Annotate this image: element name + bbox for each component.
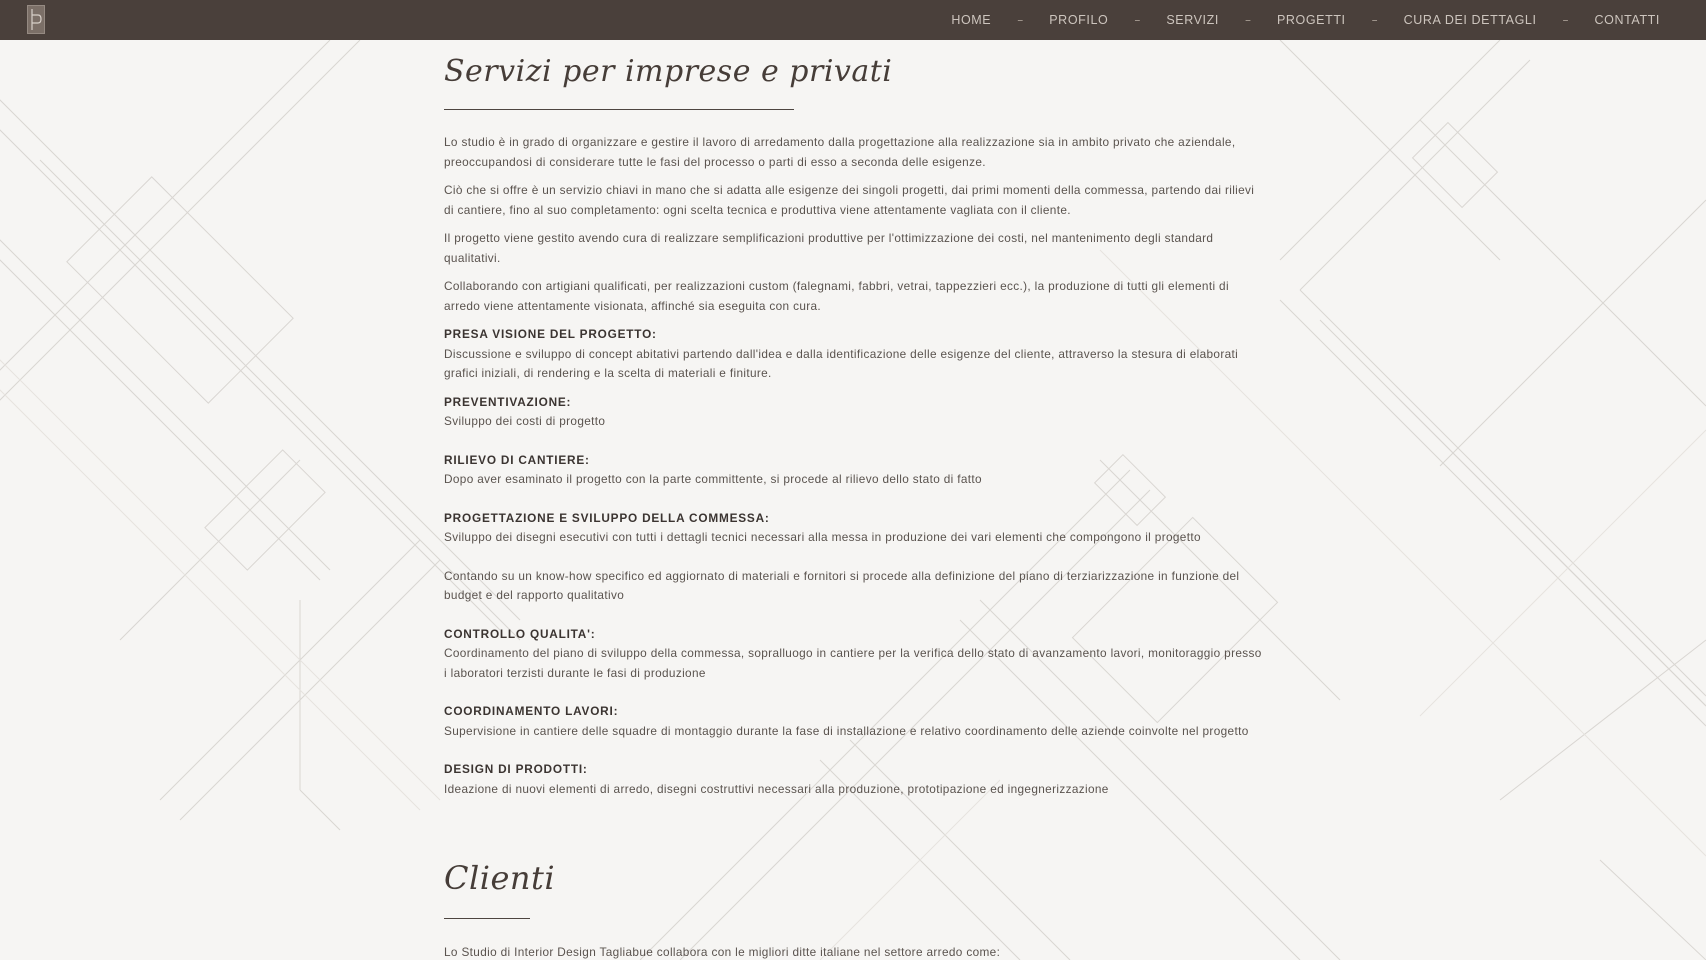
services-title: Servizi per imprese e privati	[444, 54, 893, 89]
nav-profilo[interactable]: PROFILO	[1049, 13, 1109, 27]
clients-title-underline	[444, 918, 530, 919]
service-label: DESIGN DI PRODOTTI:	[444, 762, 588, 776]
service-text: Discussione e sviluppo di concept abitativi partendo dall'idea e dalla identificazione delle esigenze del cliente, attraverso la stesura di elaborati grafici iniziali, di rendering e la scelta di materiali e finiture.	[444, 346, 1239, 380]
service-text: Sviluppo dei disegni esecutivi con tutti i dettagli tecnici necessari alla messa in produzione dei vari elementi che compongono il progetto	[444, 530, 1201, 544]
clients-intro: Lo Studio di Interior Design Tagliabue collabora con le migliori ditte italiane nel settore arredo come:	[444, 945, 1001, 959]
service-label: CONTROLLO QUALITA':	[444, 626, 596, 641]
service-item	[444, 702, 1264, 741]
turnkey-paragraph: Ciò che si offre è un servizio chiavi in mano che si adatta alle esigenze dei singoli progetti, dai primi momenti della commessa, partendo dai rilievi di cantiere, fino al suo completamento: ogni scelta tecnica e produttiva viene attentamente vagliata con il cliente.	[444, 183, 1255, 217]
nav-cura-dei-dettagli[interactable]: CURA DEI DETTAGLI	[1403, 13, 1537, 27]
service-label: RILIEVO DI CANTIERE:	[444, 452, 590, 467]
artisans-paragraph: Collaborando con artigiani qualificati, per realizzazioni custom (falegnami, fabbri, vetrai, tappezzieri ecc.), la produzione di tutti gli elementi di arredo viene attentamente visionata, affinché sia eseguita con cura.	[444, 279, 1229, 313]
services-body	[444, 133, 1264, 818]
nav-progetti[interactable]: PROGETTI	[1276, 13, 1346, 27]
service-text: Ideazione di nuovi elementi di arredo, disegni costruttivi necessari alla produzione, prototipazione ed ingegnerizzazione	[444, 781, 1109, 796]
intro-paragraph: Lo studio è in grado di organizzare e gestire il lavoro di arredamento dalla progettazione alla realizzazione sia in ambito privato che aziendale, preoccupandosi di considerare tutte le fasi del processo o parti di esso a seconda delle esigenze.	[444, 135, 1236, 169]
service-text: Contando su un know-how specifico ed aggiornato di materiali e fornitori si procede alla definizione del piano di terziarizzazione in funzione del budget e del rapporto qualitativo	[444, 568, 1240, 602]
nav-separator: –	[1244, 13, 1251, 27]
cost-paragraph: Il progetto viene gestito avendo cura di realizzare semplificazioni produttive per l'ottimizzazione dei costi, nel mantenimento degli standard qualitativi.	[444, 231, 1214, 265]
nav-contatti[interactable]: CONTATTI	[1594, 13, 1660, 27]
clients-title: Clienti	[444, 859, 556, 897]
nav-separator: –	[1134, 13, 1141, 27]
nav-servizi[interactable]: SERVIZI	[1166, 13, 1219, 27]
monogram-logo-icon[interactable]	[27, 5, 45, 34]
nav-home[interactable]: HOME	[951, 13, 992, 27]
service-item	[444, 393, 1264, 432]
nav-separator: –	[1371, 13, 1378, 27]
top-navigation-bar	[0, 0, 1706, 40]
service-item	[444, 625, 1264, 684]
service-label: PRESA VISIONE DEL PROGETTO:	[444, 327, 657, 341]
service-item	[444, 451, 1264, 490]
service-item	[444, 509, 1264, 548]
service-label: PREVENTIVAZIONE:	[444, 394, 572, 409]
service-text: Dopo aver esaminato il progetto con la parte committente, si procede al rilievo dello stato di fatto	[444, 472, 982, 486]
main-menu	[951, 0, 1660, 40]
service-text: Supervisione in cantiere delle squadre di montaggio durante la fase di installazione e relativo coordinamento delle aziende coinvolte nel progetto	[444, 723, 1249, 738]
service-label: COORDINAMENTO LAVORI:	[444, 704, 619, 718]
service-item	[444, 760, 1264, 799]
service-text: Sviluppo dei costi di progetto	[444, 414, 606, 428]
nav-separator: –	[1017, 13, 1024, 27]
logo-mark	[28, 6, 44, 33]
service-item	[444, 325, 1264, 384]
service-text: Coordinamento del piano di sviluppo della commessa, sopralluogo in cantiere per la verifica dello stato di avanzamento lavori, monitoraggio presso i laboratori terzisti durante le fasi di produzione	[444, 646, 1262, 680]
service-label: PROGETTAZIONE E SVILUPPO DELLA COMMESSA:	[444, 510, 770, 525]
service-item	[444, 567, 1264, 606]
nav-separator: –	[1562, 13, 1569, 27]
title-underline	[444, 109, 794, 110]
